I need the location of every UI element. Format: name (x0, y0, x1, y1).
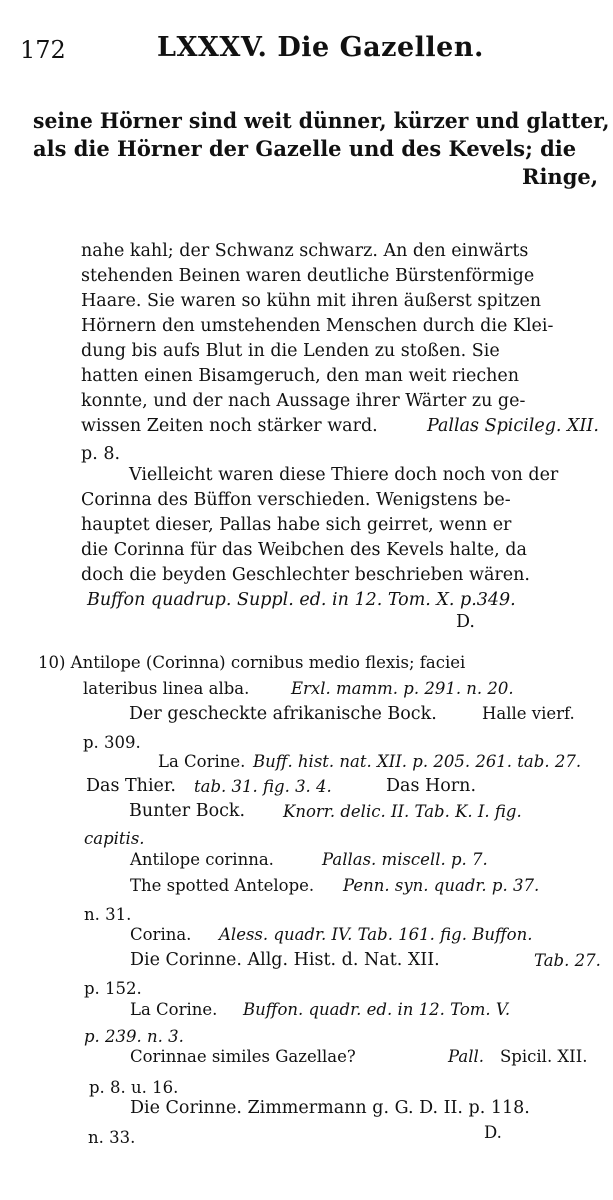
citation: p. 239. n. 3. (84, 1027, 184, 1046)
citation: Pall. (448, 1047, 484, 1066)
text-line: hatten einen Bisamgeruch, den man weit riechen (81, 366, 520, 386)
citation: Knorr. delic. II. Tab. K. I. fig. (283, 802, 522, 821)
text-line: Hörnern den umstehenden Menschen durch die Klei- (81, 316, 554, 336)
entry-line: n. 33. (88, 1128, 136, 1147)
text-line: seine Hörner sind weit dünner, kürzer und glatter, (33, 108, 610, 133)
entry-line: Spicil. XII. (500, 1047, 588, 1066)
entry-line: Die Corinne. Zimmermann g. G. D. II. p. 118. (130, 1098, 530, 1118)
text-line: p. 8. (81, 444, 121, 464)
text-line: Ringe, (522, 164, 599, 189)
running-title: LXXXV. Die Gazellen. (157, 32, 484, 63)
citation: Buffon quadrup. Suppl. ed. in 12. Tom. X. p.349. (87, 590, 516, 610)
citation: Pallas Spicileg. XII. (427, 416, 599, 436)
entry-line: La Corine. (158, 752, 246, 771)
entry-line: Das Thier. (86, 776, 176, 796)
text-line: doch die beyden Geschlechter beschrieben wären. (81, 565, 530, 585)
citation: tab. 31. fig. 3. 4. (194, 777, 332, 796)
entry-line: La Corine. (130, 1000, 218, 1019)
entry-line: Corinnae similes Gazellae? (130, 1047, 356, 1066)
text-line: nahe kahl; der Schwanz schwarz. An den einwärts (81, 241, 529, 261)
entry-line: 10) Antilope (Corinna) cornibus medio flexis; faciei (38, 653, 466, 672)
text-line: konnte, und der nach Aussage ihrer Wärter zu ge- (81, 391, 526, 411)
page-number: 172 (20, 36, 66, 64)
text-line: die Corinna für das Weibchen des Kevels halte, da (81, 540, 527, 560)
signature-initial: D. (484, 1123, 502, 1142)
text-line: dung bis aufs Blut in die Lenden zu stoßen. Sie (81, 341, 500, 361)
entry-line: p. 309. (83, 733, 141, 752)
citation: Erxl. mamm. p. 291. n. 20. (291, 679, 514, 698)
text-line: hauptet dieser, Pallas habe sich geirret, wenn er (81, 515, 512, 535)
text-line: Vielleicht waren diese Thiere doch noch von der (129, 465, 559, 485)
entry-line: Das Horn. (386, 776, 477, 796)
citation: Buffon. quadr. ed. in 12. Tom. V. (243, 1000, 511, 1019)
citation: Buff. hist. nat. XII. p. 205. 261. tab. 27. (253, 752, 582, 771)
text-line: wissen Zeiten noch stärker ward. (81, 416, 378, 436)
entry-line: p. 152. (84, 979, 142, 998)
text-line: als die Hörner der Gazelle und des Kevels; die (33, 136, 577, 161)
signature-initial: D. (456, 612, 475, 632)
entry-line: Antilope corinna. (130, 850, 274, 869)
citation: Aless. quadr. IV. Tab. 161. fig. Buffon. (219, 925, 533, 944)
citation: Penn. syn. quadr. p. 37. (343, 876, 540, 895)
entry-line: n. 31. (84, 905, 132, 924)
entry-line: lateribus linea alba. (83, 679, 250, 698)
text-line: Haare. Sie waren so kühn mit ihren äußerst spitzen (81, 291, 542, 311)
entry-line: Corina. (130, 925, 192, 944)
entry-line: Bunter Bock. (129, 801, 246, 821)
citation: Tab. 27. (534, 951, 601, 970)
entry-line: Die Corinne. Allg. Hist. d. Nat. XII. (130, 950, 440, 970)
text-line: Corinna des Büffon verschieden. Wenigstens be- (81, 490, 511, 510)
citation: capitis. (84, 829, 145, 848)
entry-line: Halle vierf. (482, 704, 575, 723)
entry-line: Der gescheckte afrikanische Bock. (129, 704, 437, 724)
text-line: stehenden Beinen waren deutliche Bürstenförmige (81, 266, 535, 286)
entry-line: p. 8. u. 16. (89, 1078, 179, 1097)
entry-line: The spotted Antelope. (130, 876, 315, 895)
citation: Pallas. miscell. p. 7. (322, 850, 488, 869)
